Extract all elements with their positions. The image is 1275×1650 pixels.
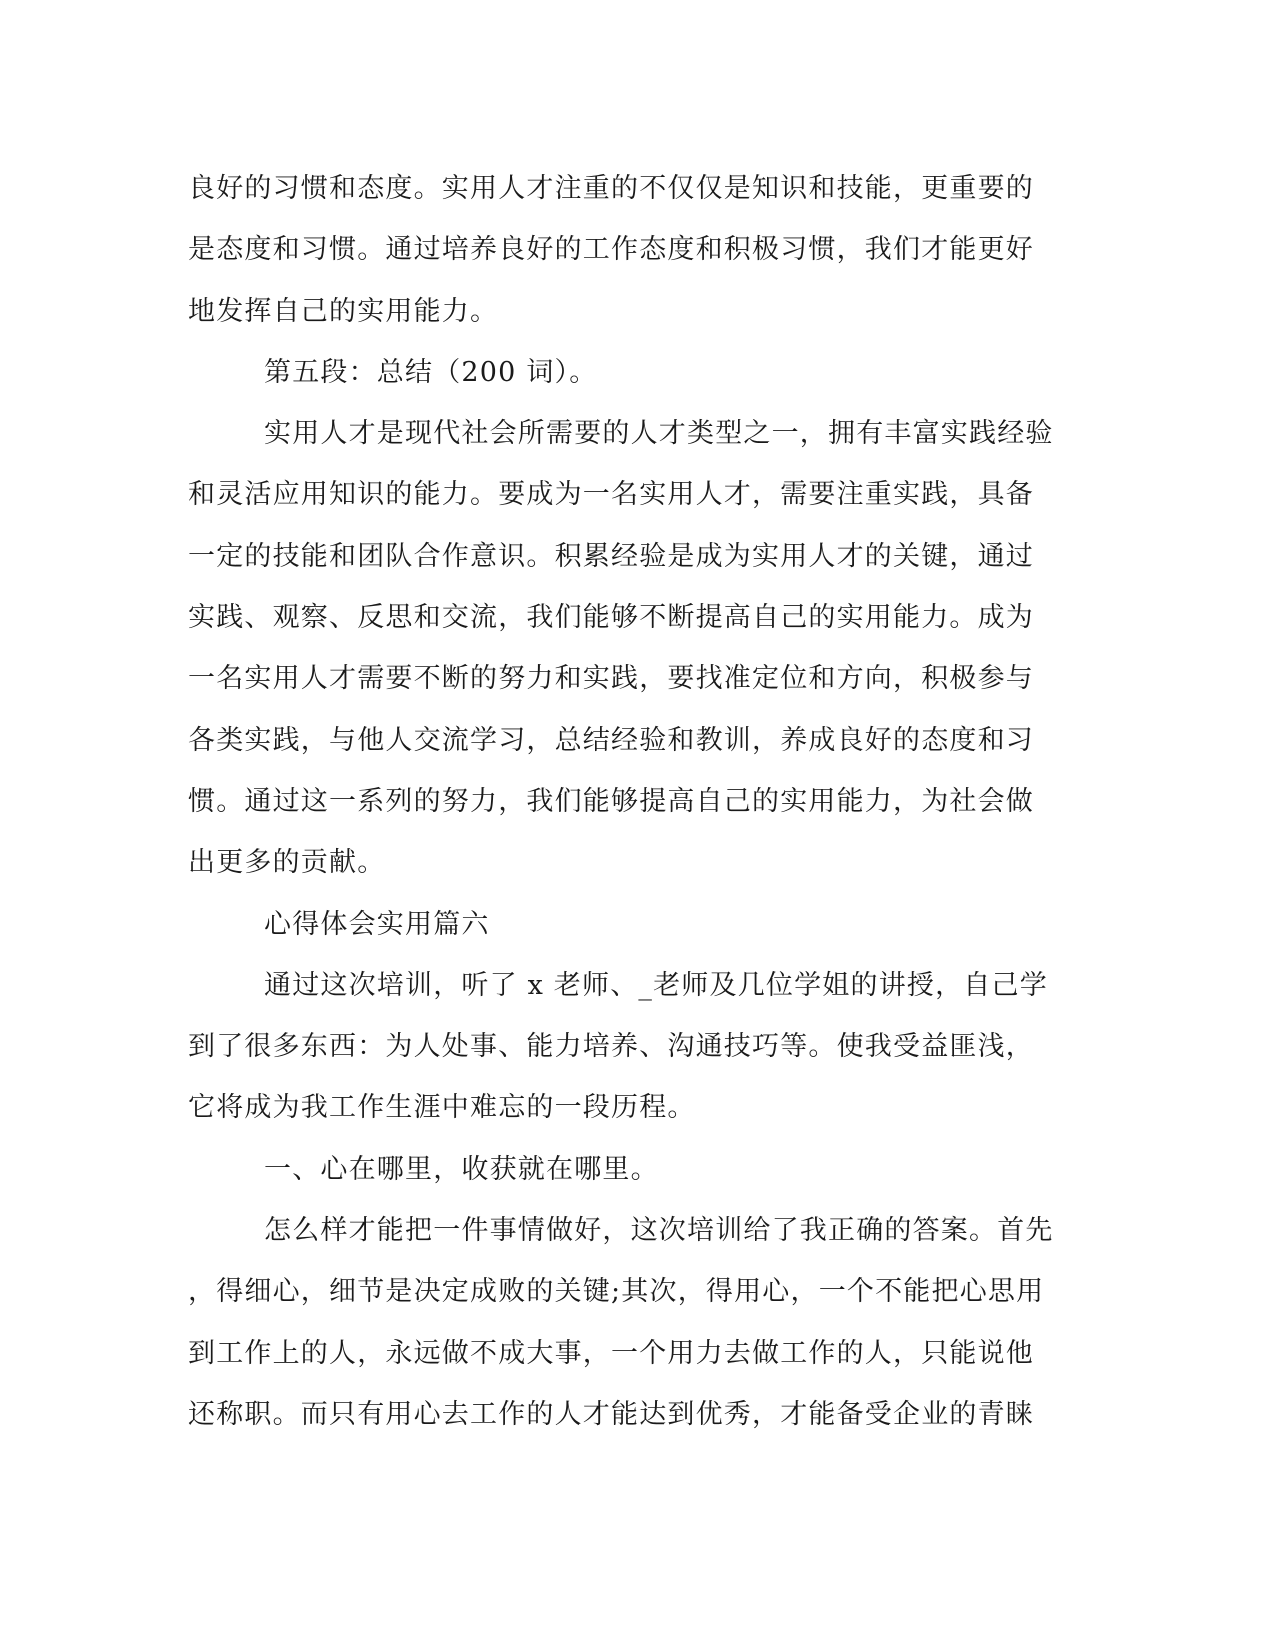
- text-line: 和灵活应用知识的能力。要成为一名实用人才，需要注重实践，具备: [188, 479, 1034, 511]
- paragraph-summary: [188, 403, 1068, 893]
- text-line: 它将成为我工作生涯中难忘的一段历程。: [188, 1092, 696, 1124]
- text-line: 怎么样才能把一件事情做好，这次培训给了我正确的答案。首先: [264, 1215, 1054, 1247]
- section-heading-one: [188, 1139, 1068, 1200]
- paragraph-how-to-do-well: [188, 1200, 1068, 1445]
- text-line: 第五段：总结（200 词）。: [264, 356, 598, 388]
- text-line: 一名实用人才需要不断的努力和实践，要找准定位和方向，积极参与: [188, 663, 1034, 695]
- text-line: 到了很多东西：为人处事、能力培养、沟通技巧等。使我受益匪浅，: [188, 1031, 1034, 1063]
- section-heading-summary: [188, 342, 1068, 403]
- article-title-part-six: [188, 894, 1068, 955]
- text-line: 地发挥自己的实用能力。: [188, 295, 499, 327]
- text-line: 惯。通过这一系列的努力，我们能够提高自己的实用能力，为社会做: [188, 785, 1034, 817]
- paragraph-training-intro: [188, 955, 1068, 1139]
- text-line: 还称职。而只有用心去工作的人才能达到优秀，才能备受企业的青睐: [188, 1398, 1034, 1430]
- text-line: 出更多的贡献。: [188, 847, 386, 879]
- text-line: 是态度和习惯。通过培养良好的工作态度和积极习惯，我们才能更好: [188, 234, 1034, 266]
- text-line: 一定的技能和团队合作意识。积累经验是成为实用人才的关键，通过: [188, 540, 1034, 572]
- text-line: 一、心在哪里，收获就在哪里。: [264, 1153, 659, 1185]
- text-line: 实践、观察、反思和交流，我们能够不断提高自己的实用能力。成为: [188, 602, 1034, 634]
- text-line: 各类实践，与他人交流学习，总结经验和教训，养成良好的态度和习: [188, 724, 1034, 756]
- text-line: 良好的习惯和态度。实用人才注重的不仅仅是知识和技能，更重要的: [188, 173, 1034, 204]
- text-line: 到工作上的人，永远做不成大事，一个用力去做工作的人，只能说他: [188, 1337, 1034, 1369]
- text-line: 实用人才是现代社会所需要的人才类型之一，拥有丰富实践经验: [264, 418, 1054, 450]
- document-body: [188, 158, 1068, 1445]
- text-line: 通过这次培训，听了 x 老师、_老师及几位学姐的讲授，自己学: [264, 969, 1048, 1001]
- text-line: 心得体会实用篇六: [264, 908, 490, 940]
- paragraph-habits-conclusion: [188, 158, 1068, 342]
- text-line: ，得细心，细节是决定成败的关键;其次，得用心，一个不能把心思用: [188, 1276, 1045, 1308]
